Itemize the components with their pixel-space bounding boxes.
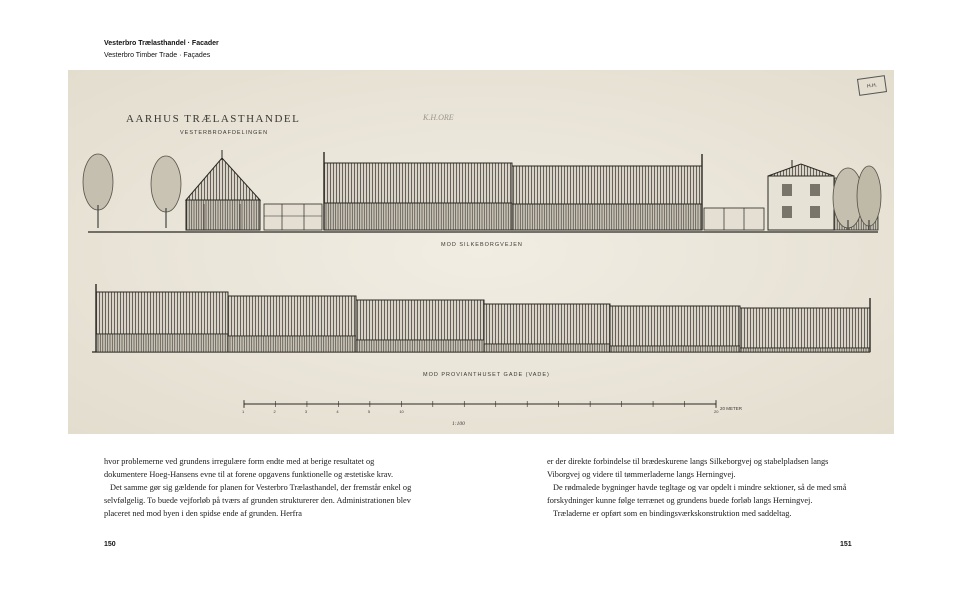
figure-caption-subtitle: Vesterbro Timber Trade · Façades [104,52,211,59]
archive-stamp: H.H. [857,75,887,96]
scale-tick-label: 10 [399,409,404,414]
page-number-right: 151 [840,541,852,548]
paragraph: Træladerne er opført som en bindingsværkskonstruktion med saddeltag. [553,509,792,518]
scale-label: 1:100 [452,421,465,427]
scale-tick-label: 4 [336,409,339,414]
scale-tick-label: 2 [273,409,276,414]
figure-caption-title: Vesterbro Trælasthandel · Facader [104,40,219,47]
scale-tick-label: 20 [714,409,719,414]
scale-end-label: 20 METER [720,406,743,411]
drawing-title: AARHUS TRÆLASTHANDEL [126,113,301,125]
pencil-note: K.H.ORE [423,113,454,122]
lower-elevation-label: MOD PROVIANTHUSET GADE (VADE) [423,372,550,378]
scale-tick-label: 3 [304,409,308,414]
facade-elevations [68,70,894,434]
drawing-subtitle: VESTERBROAFDELINGEN [180,130,269,136]
paragraph: De rødmalede bygninger havde tegltage og var opdelt i mindre sektioner, så de med små forskydninger kunne følge terrænet og grundens buede forløb langs Herningvej. [547,483,847,505]
gate-right [704,208,764,230]
paragraph: Det samme gør sig gældende for planen for Vesterbro Trælasthandel, der fremstår enkel og selvfølgelig. To buede vejforløb på tværs af grunden strukturerer den. Administrationen blev placeret ned mod byen i den spidse ende af grunden. Herfra [104,483,412,518]
paragraph: er der direkte forbindelse til brædeskurene langs Silkeborgvej og stabelpladsen langs Viborgvej og videre til tømmerladerne langs Herningvej. [547,457,829,479]
long-shed-upper-1 [324,152,512,230]
text-column-left [104,455,414,520]
scale-tick-label: 5 [367,409,371,414]
upper-elevation-label: MOD SILKEBORGVEJEN [441,242,523,248]
architectural-drawing [68,70,894,434]
text-column-right [547,455,857,520]
scale-tick-label: 1 [242,409,245,414]
page-number-left: 150 [104,541,116,548]
paragraph: hvor problemerne ved grundens irregulære form endte med at berige resultatet og dokumentere Hoeg-Hansens evne til at forene opgavens funktionelle og æstetiske krav. [104,457,394,479]
gate-left [264,204,322,230]
